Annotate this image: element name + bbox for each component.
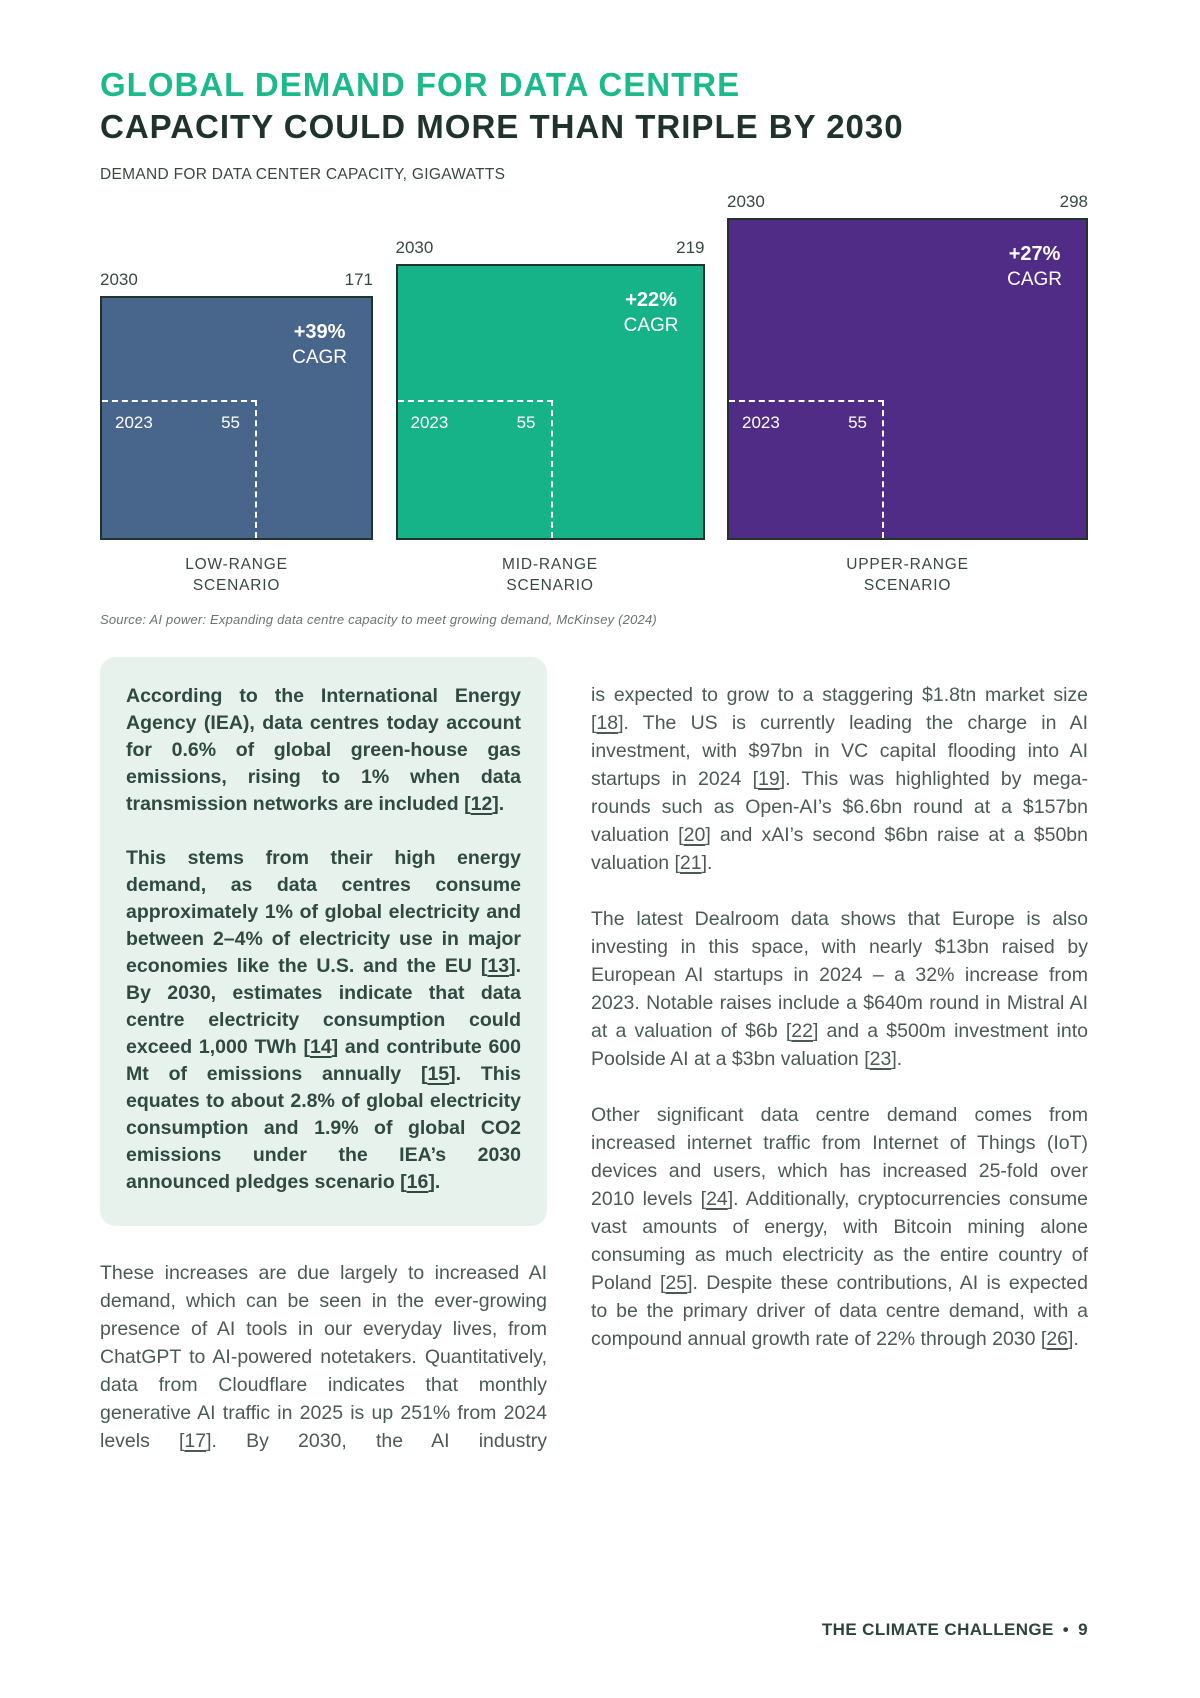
right-column — [591, 657, 1088, 1455]
cagr-annotation: +22% CAGR — [623, 289, 679, 336]
projection-year-label: 2030 — [727, 192, 765, 211]
base-year-label: 2023 — [115, 413, 153, 432]
page-title — [100, 64, 1088, 148]
projection-value: 171 — [344, 270, 373, 289]
projection-year-label: 2030 — [395, 238, 434, 257]
citation-link[interactable]: 16 — [406, 1171, 429, 1193]
citation-link[interactable]: 22 — [791, 1020, 813, 1042]
citation-link[interactable]: 20 — [683, 824, 706, 846]
scenario-low-square — [100, 296, 373, 540]
citation-link[interactable]: 25 — [665, 1272, 688, 1294]
paragraph: These increases are due largely to increased AI demand, which can be seen in the ever-growing presence of AI tools in our everyday lives, from ChatGPT to AI-powered notetakers. Quantitatively, data from Cloudflare indicates that monthly generative AI traffic in 2025 is up 251% from 2024 levels [17]. By 2030, the AI industry — [100, 1262, 547, 1452]
scenario-low-block — [100, 270, 373, 596]
footer-separator: • — [1062, 1620, 1070, 1639]
citation-link[interactable]: 19 — [758, 768, 780, 790]
scenario-upper-square — [727, 218, 1088, 540]
footer-report-title: THE CLIMATE CHALLENGE — [821, 1620, 1054, 1639]
base-year-box — [102, 400, 257, 538]
scenario-label: LOW-RANGE SCENARIO — [185, 556, 288, 594]
page-title-accent-line: GLOBAL DEMAND FOR DATA CENTRE — [100, 66, 741, 103]
citation-link[interactable]: 23 — [869, 1048, 892, 1070]
citation-link[interactable]: 21 — [679, 852, 702, 874]
base-year-label: 2023 — [410, 413, 449, 432]
scenario-header-row — [100, 270, 373, 290]
scenario-upper-block — [727, 192, 1088, 596]
highlight-box — [100, 657, 547, 1226]
scenario-mid-block — [396, 238, 705, 596]
citation-link[interactable]: 14 — [309, 1036, 332, 1058]
cagr-annotation: +39% CAGR — [292, 321, 347, 368]
paragraph: According to the International Energy Agency (IEA), data centres today account for 0.6% of global green-house gas emissions, rising to 1% when data transmission networks are included [12]. — [126, 685, 521, 815]
citation-link[interactable]: 13 — [487, 955, 510, 977]
left-column-paragraphs — [100, 1259, 547, 1455]
footer-page-number: 9 — [1078, 1620, 1088, 1639]
capacity-chart — [100, 192, 1088, 596]
citation-link[interactable]: 24 — [706, 1188, 728, 1210]
page-footer — [100, 1620, 1088, 1640]
scenario-header-row — [727, 192, 1088, 212]
cagr-annotation: +27% CAGR — [1007, 243, 1062, 290]
projection-value: 219 — [676, 238, 705, 257]
base-year-box — [398, 400, 553, 538]
citation-link[interactable]: 15 — [427, 1063, 450, 1085]
base-year-label: 2023 — [742, 413, 780, 432]
scenario-header-row — [396, 238, 705, 258]
projection-value: 298 — [1059, 192, 1088, 211]
page-title-dark-line: CAPACITY COULD MORE THAN TRIPLE BY 2030 — [100, 108, 904, 145]
left-column — [100, 657, 547, 1455]
scenario-label: UPPER-RANGE SCENARIO — [846, 556, 969, 594]
chart-title: DEMAND FOR DATA CENTER CAPACITY, GIGAWATTS — [100, 166, 506, 183]
base-value: 55 — [516, 413, 536, 432]
paragraph: Other significant data centre demand comes from increased internet traffic from Internet of Things (IoT) devices and users, which has increased 25-fold over 2010 levels [24]. Additionally, cryptocurrencies consume vast amounts of energy, with Bitcoin mining alone consuming as much electricity as the entire country of Poland [25]. Despite these contributions, AI is expected to be the primary driver of data centre demand, with a compound annual growth rate of 22% through 2030 [26]. — [591, 1104, 1088, 1350]
citation-link[interactable]: 18 — [596, 712, 619, 734]
paragraph: is expected to grow to a staggering $1.8tn market size [18]. The US is currently leading the charge in AI investment, with $97bn in VC capital flooding into AI startups in 2024 [19]. This was highlighted by mega-rounds such as Open-AI’s $6.6bn round at a $157bn valuation [20] and xAI’s second $6bn raise at a $50bn valuation [21]. — [591, 684, 1088, 874]
chart-source-note: Source: AI power: Expanding data centre capacity to meet growing demand, McKinsey (2024) — [100, 612, 657, 627]
citation-link[interactable]: 12 — [470, 793, 493, 815]
paragraph: This stems from their high energy demand, as data centres consume approximately 1% of global electricity and between 2–4% of electricity use in major economies like the U.S. and the EU [13]. By 2030, estimates indicate that data centre electricity consumption could exceed 1,000 TWh [14] and contribute 600 Mt of emissions annually [15]. This equates to about 2.8% of global electricity consumption and 1.9% of global CO2 emissions under the IEA’s 2030 announced pledges scenario [16]. — [126, 847, 521, 1193]
projection-year-label: 2030 — [100, 270, 138, 289]
citation-link[interactable]: 17 — [184, 1430, 207, 1452]
paragraph: The latest Dealroom data shows that Europe is also investing in this space, with nearly $13bn raised by European AI startups in 2024 – a 32% increase from 2023. Notable raises include a $640m round in Mistral AI at a valuation of $6b [22] and a $500m investment into Poolside AI at a $3bn valuation [23]. — [591, 908, 1088, 1070]
article-columns — [100, 657, 1088, 1455]
scenario-mid-square — [396, 264, 705, 540]
base-value: 55 — [848, 413, 867, 432]
base-year-box — [729, 400, 884, 538]
citation-link[interactable]: 26 — [1046, 1328, 1069, 1350]
base-value: 55 — [221, 413, 240, 432]
scenario-label: MID-RANGE SCENARIO — [502, 556, 598, 594]
